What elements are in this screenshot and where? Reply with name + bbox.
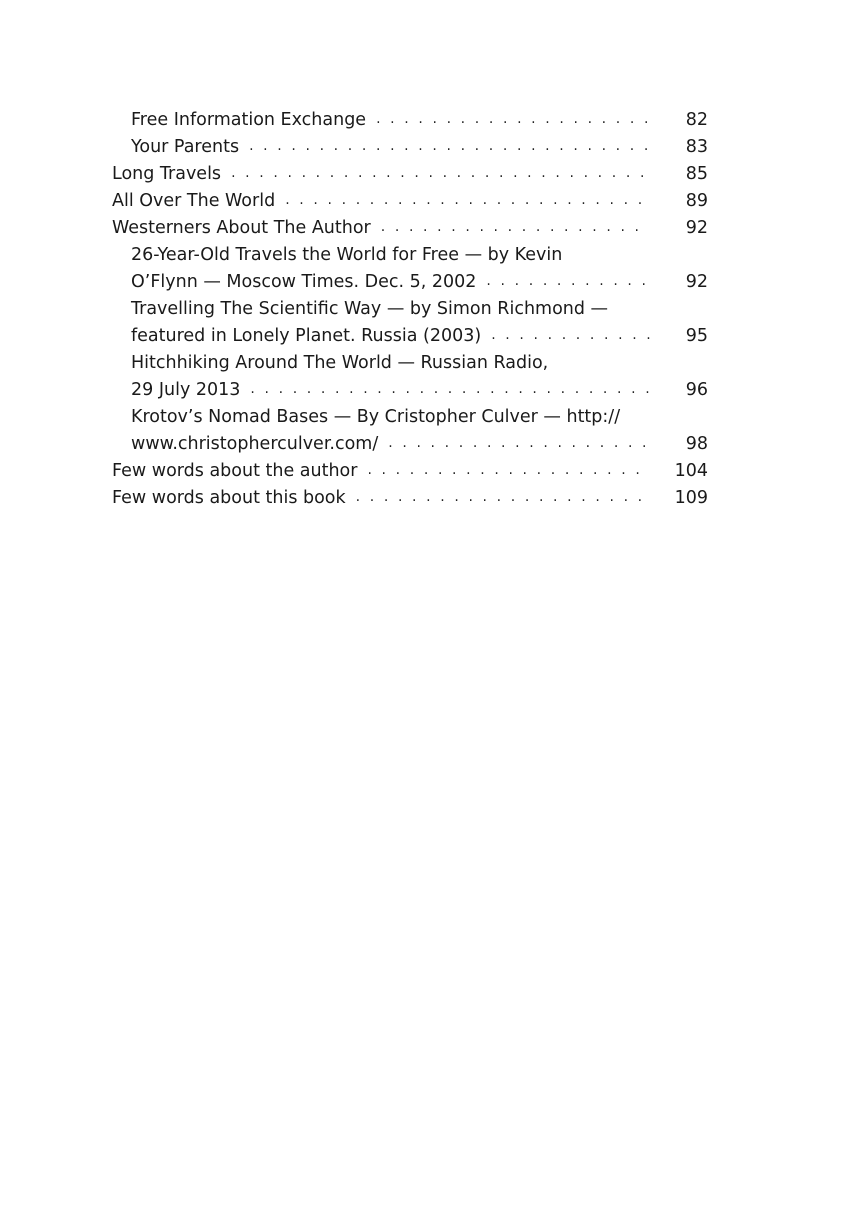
toc-entry[interactable] (112, 107, 708, 134)
toc-entry[interactable] (112, 296, 708, 350)
toc-page-number: 82 (685, 110, 708, 130)
dot-leader (285, 187, 650, 214)
toc-entry-title-line: Hitchhiking Around The World — Russian Radio, (131, 353, 549, 373)
toc-page-number: 96 (685, 380, 708, 400)
toc-entry-title-line: Krotov’s Nomad Bases — By Cristopher Culver — http:// (131, 407, 621, 427)
toc-entry-title: All Over The World (112, 191, 276, 211)
toc-entry[interactable] (112, 242, 708, 296)
dot-leader (486, 268, 650, 295)
toc-entry-title: Few words about the author (112, 461, 358, 481)
toc-entry-title-line: Travelling The Scientific Way — by Simon Richmond — (131, 299, 609, 319)
toc-entry[interactable] (112, 485, 708, 512)
dot-leader (356, 484, 650, 511)
toc-entry-title-line: featured in Lonely Planet. Russia (2003) (131, 326, 482, 346)
toc-page-number: 104 (674, 461, 708, 481)
toc-entry-title: Westerners About The Author (112, 218, 371, 238)
toc-entry-title-line: O’Flynn — Moscow Times. Dec. 5, 2002 (131, 272, 477, 292)
toc-entry-title: Your Parents (131, 137, 240, 157)
toc-entry[interactable] (112, 188, 708, 215)
toc-entry[interactable] (112, 458, 708, 485)
toc-entry-title: Few words about this book (112, 488, 346, 508)
toc-page-number: 95 (685, 326, 708, 346)
toc-entry-title: Free Information Exchange (131, 110, 367, 130)
dot-leader (250, 376, 650, 403)
toc-entry[interactable] (112, 134, 708, 161)
toc-page-number: 85 (685, 164, 708, 184)
toc-page-number: 98 (685, 434, 708, 454)
dot-leader (491, 322, 650, 349)
dot-leader (367, 457, 650, 484)
toc-entry[interactable] (112, 161, 708, 188)
dot-leader (388, 430, 650, 457)
toc-page-number: 109 (674, 488, 708, 508)
dot-leader (249, 133, 650, 160)
toc-entry[interactable] (112, 350, 708, 404)
toc-entry-title-line: 29 July 2013 (131, 380, 241, 400)
toc-page-number: 92 (685, 218, 708, 238)
toc-page-number: 92 (685, 272, 708, 292)
dot-leader (381, 214, 650, 241)
table-of-contents (112, 107, 708, 512)
toc-entry-title-line: www.christopherculver.com/ (131, 434, 379, 454)
toc-entry[interactable] (112, 404, 708, 458)
toc-page-number: 89 (685, 191, 708, 211)
dot-leader (231, 160, 650, 187)
dot-leader (376, 106, 650, 133)
toc-page-number: 83 (685, 137, 708, 157)
toc-entry-title: Long Travels (112, 164, 222, 184)
toc-entry[interactable] (112, 215, 708, 242)
toc-entry-title-line: 26-Year-Old Travels the World for Free — by Kevin (131, 245, 563, 265)
